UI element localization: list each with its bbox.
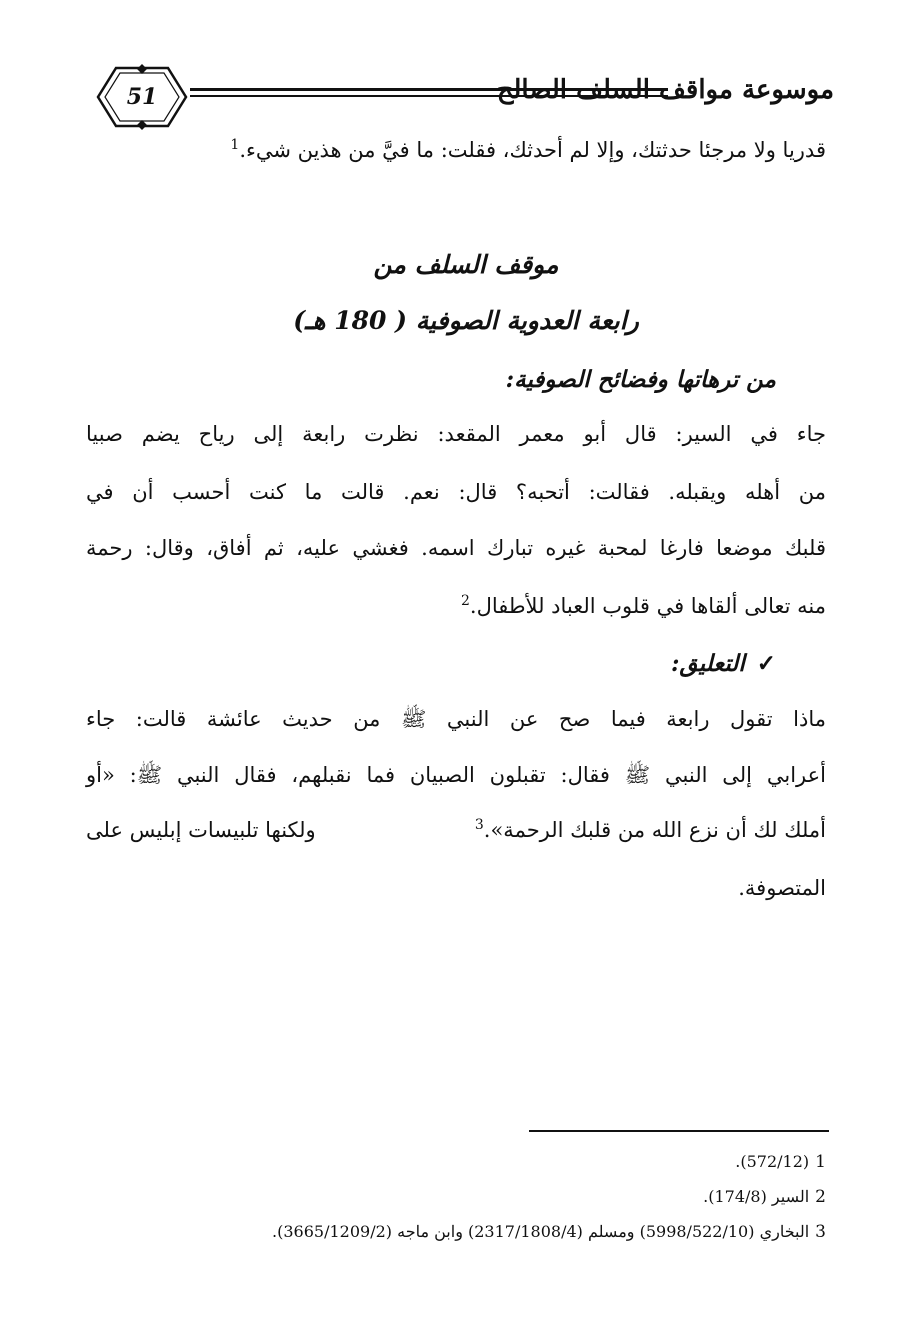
paragraph2-line2: أعرابي إلى النبي ﷺ فقال: تقبلون الصبيان فما نقبلهم، فقال النبي ﷺ: «أو xyxy=(86,763,826,787)
paragraph2-line3-head xyxy=(475,818,826,842)
footnote-2-text: السير (174/8). xyxy=(703,1187,810,1206)
paragraph2-line4: المتصوفة. xyxy=(738,876,826,900)
paragraph2-line1: ماذا تقول رابعة فيما صح عن النبي ﷺ من حديث عائشة قالت: جاء xyxy=(86,707,826,731)
footnote-ref-2: 2 xyxy=(460,593,470,609)
section-heading-line2: رابعة العدوية الصوفية ( 180 هـ) xyxy=(293,306,639,335)
continuation-line xyxy=(86,138,826,162)
footnote-1-text: (572/12). xyxy=(735,1152,810,1171)
page-number: 51 xyxy=(126,84,158,110)
footnote-1 xyxy=(735,1152,826,1172)
paragraph1-line3: قلبك موضعا فارغا لمحبة غيره تبارك اسمه. فغشي عليه، ثم أفاق، وقال: رحمة xyxy=(86,536,826,560)
footnote-1-number: 1 xyxy=(815,1152,826,1172)
page-header xyxy=(96,66,836,132)
paragraph2-line3-tail: ولكنها تلبيسات إبليس على xyxy=(86,818,316,842)
check-mark-icon: ✓ xyxy=(756,650,776,677)
paragraph1-line4 xyxy=(86,594,826,618)
paragraph2-line3-text: أملك لك أن نزع الله من قلبك الرحمة». xyxy=(483,818,826,842)
continuation-text: قدريا ولا مرجئا حدثتك، وإلا لم أحدثك، فقلت: ما فيَّ من هذين شيء. xyxy=(239,138,826,162)
comment-heading xyxy=(671,650,776,677)
footnote-ref-1: 1 xyxy=(230,137,240,153)
footnote-2 xyxy=(703,1187,826,1207)
comment-label: التعليق: xyxy=(671,650,745,677)
footnote-3 xyxy=(272,1222,826,1242)
section-heading-line1: موقف السلف من xyxy=(373,250,559,279)
paragraph1-line4-text: منه تعالى ألقاها في قلوب العباد للأطفال. xyxy=(469,594,826,618)
footnote-ref-3: 3 xyxy=(474,817,484,833)
paragraph2-line3 xyxy=(86,818,826,842)
section-subheading: من ترهاتها وفضائح الصوفية: xyxy=(505,366,776,393)
page-number-badge xyxy=(96,66,188,128)
footnote-3-text: البخاري (5998/522/10) ومسلم (2317/1808/4) وابن ماجه (3665/1209/2). xyxy=(272,1222,810,1241)
footnote-3-number: 3 xyxy=(815,1222,826,1242)
footnote-separator xyxy=(529,1130,829,1132)
running-title: موسوعة مواقف السلف الصالح xyxy=(496,75,834,105)
paragraph1-line1: جاء في السير: قال أبو معمر المقعد: نظرت رابعة إلى رياح يضم صبيا xyxy=(86,422,826,446)
footnote-2-number: 2 xyxy=(815,1187,826,1207)
paragraph1-line2: من أهله ويقبله. فقالت: أتحبه؟ قال: نعم. قالت ما كنت أحسب أن في xyxy=(86,480,826,504)
